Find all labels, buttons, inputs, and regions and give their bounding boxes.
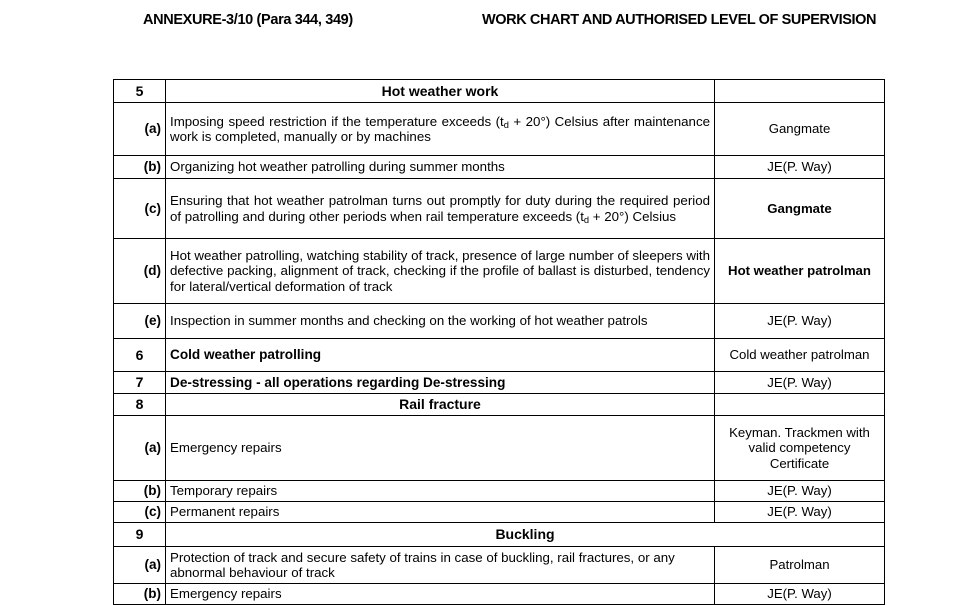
table-row	[114, 481, 885, 502]
row-responsibility: JE(P. Way)	[715, 502, 885, 523]
table-row	[114, 584, 885, 605]
table-row	[114, 502, 885, 523]
row-responsibility: JE(P. Way)	[715, 372, 885, 394]
row-number: 8	[114, 394, 166, 416]
row-number: (e)	[114, 304, 166, 339]
table-row	[114, 523, 885, 547]
desc-subscript: d	[503, 120, 509, 131]
table-row	[114, 156, 885, 179]
desc-text-part: Imposing speed restriction if the temperature exceeds (t	[170, 113, 504, 129]
row-number: (c)	[114, 502, 166, 523]
row-responsibility: JE(P. Way)	[715, 304, 885, 339]
row-responsibility	[715, 394, 885, 416]
row-responsibility: Patrolman	[715, 547, 885, 584]
annexure-reference: ANNEXURE-3/10 (Para 344, 349)	[143, 12, 353, 28]
desc-text-part: Ensuring that hot weather patrolman turns out promptly for duty during the required period of patrolling and during other periods when rail temperature exceeds (t	[170, 193, 710, 224]
row-number: (b)	[114, 584, 166, 605]
row-description	[166, 103, 715, 156]
row-number: (a)	[114, 103, 166, 156]
row-description: Permanent repairs	[166, 502, 715, 523]
desc-text-part: + 20°) Celsius	[589, 208, 677, 224]
row-number: 5	[114, 80, 166, 103]
row-number: (b)	[114, 156, 166, 179]
row-number: (c)	[114, 179, 166, 239]
desc-text-part: + 20°) Celsius after maintenance work is completed, manually or by machines	[170, 113, 711, 144]
row-description: Inspection in summer months and checking on the working of hot weather patrols	[166, 304, 715, 339]
work-chart-table	[113, 79, 885, 605]
page-header	[0, 12, 960, 36]
row-responsibility: Cold weather patrolman	[715, 339, 885, 372]
desc-subscript: d	[583, 215, 590, 226]
row-responsibility: JE(P. Way)	[715, 584, 885, 605]
row-description: Emergency repairs	[166, 584, 715, 605]
row-description: Organizing hot weather patrolling during summer months	[166, 156, 715, 179]
row-responsibility: JE(P. Way)	[715, 156, 885, 179]
table-row	[114, 103, 885, 156]
table-row	[114, 239, 885, 304]
table-row	[114, 372, 885, 394]
row-responsibility: Hot weather patrolman	[715, 239, 885, 304]
table-row	[114, 416, 885, 481]
table-row	[114, 304, 885, 339]
table-row	[114, 179, 885, 239]
row-description: Hot weather patrolling, watching stability of track, presence of large number of sleepers with defective packing, alignment of track, checking if the profile of ballast is disturbed, tendency for lateral/vertical deformation of track	[166, 239, 715, 304]
row-description: Emergency repairs	[166, 416, 715, 481]
row-description: Protection of track and secure safety of trains in case of buckling, rail fractures, or any abnormal behaviour of track	[166, 547, 715, 584]
row-responsibility: JE(P. Way)	[715, 481, 885, 502]
table-row	[114, 339, 885, 372]
table-row	[114, 547, 885, 584]
row-number: 6	[114, 339, 166, 372]
row-description	[166, 179, 715, 239]
row-number: (a)	[114, 416, 166, 481]
row-number: (a)	[114, 547, 166, 584]
table-row	[114, 80, 885, 103]
row-number: 7	[114, 372, 166, 394]
row-responsibility	[715, 80, 885, 103]
row-responsibility: Gangmate	[715, 179, 885, 239]
row-number: (d)	[114, 239, 166, 304]
row-description: Cold weather patrolling	[166, 339, 715, 372]
row-description: De-stressing - all operations regarding De-stressing	[166, 372, 715, 394]
row-responsibility: Gangmate	[715, 103, 885, 156]
row-description: Temporary repairs	[166, 481, 715, 502]
row-responsibility: Keyman. Trackmen with valid competency Certificate	[715, 416, 885, 481]
row-description: Buckling	[166, 523, 885, 547]
row-description: Hot weather work	[166, 80, 715, 103]
table-row	[114, 394, 885, 416]
row-number: 9	[114, 523, 166, 547]
row-number: (b)	[114, 481, 166, 502]
document-title: WORK CHART AND AUTHORISED LEVEL OF SUPERVISION	[482, 12, 877, 28]
row-description: Rail fracture	[166, 394, 715, 416]
